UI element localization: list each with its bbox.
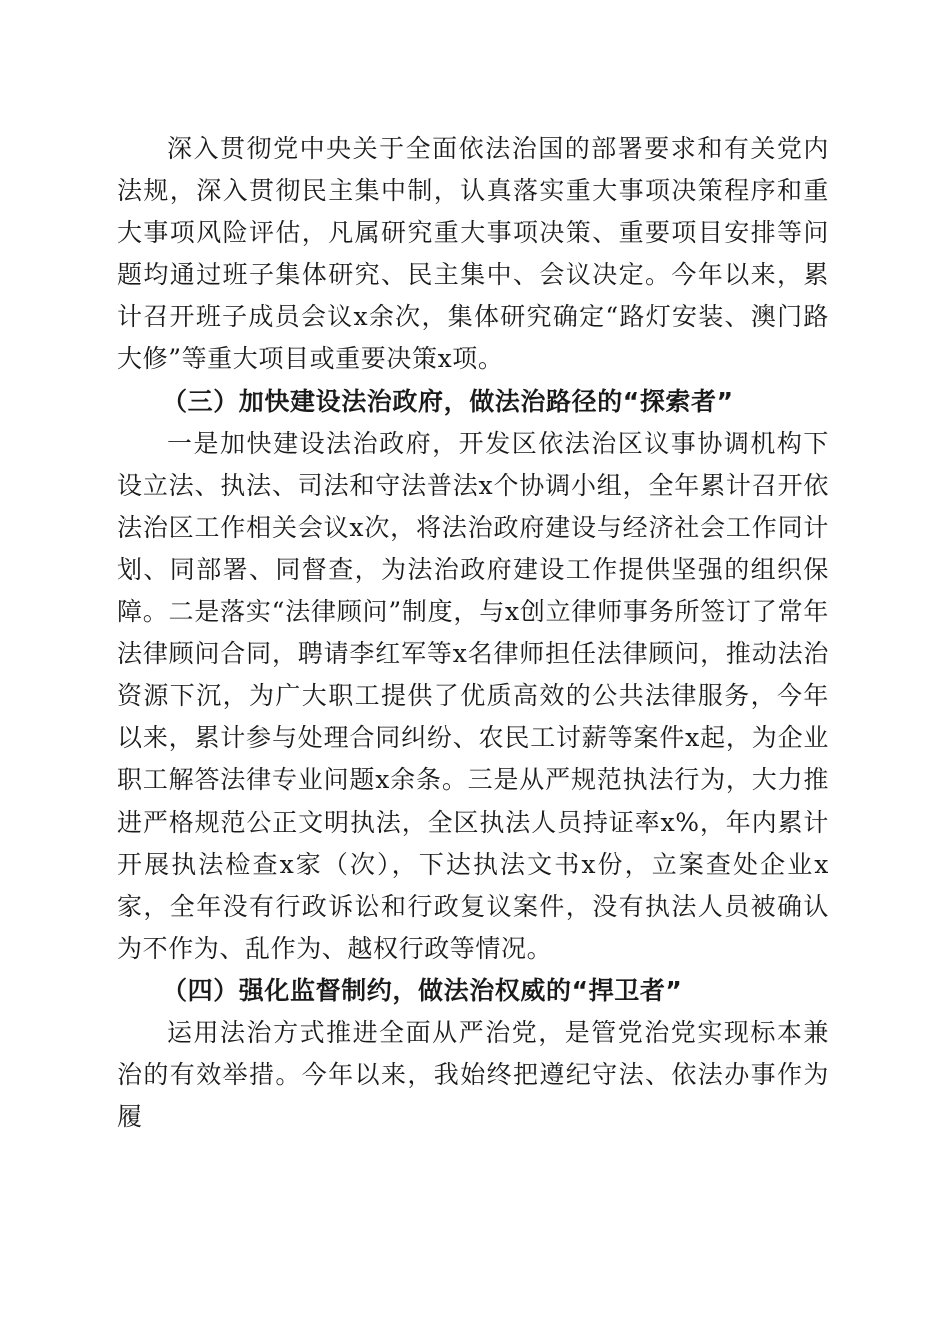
paragraph-rule-of-law-government: 一是加快建设法治政府，开发区依法治区议事协调机构下设立法、执法、司法和守法普法x个协调小组，全年累计召开依法治区工作相关会议x次，将法治政府建设与经济社会工作同计划、同部署、同督查，为法治政府建设工作提供坚强的组织保障。二是落实“法律顾问”制度，与x创立律师事务所签订了常年法律顾问合同，聘请李红军等x名律师担任法律顾问，推动法治资源下沉，为广大职工提供了优质高效的公共法律服务，今年以来，累计参与处理合同纠纷、农民工讨薪等案件x起，为企业职工解答法律专业问题x余条。三是从严规范执法行为，大力推进严格规范公正文明执法，全区执法人员持证率x%，年内累计开展执法检查x家（次），下达执法文书x份，立案查处企业x家，全年没有行政诉讼和行政复议案件，没有执法人员被确认为不作为、乱作为、越权行政等情况。 <box>117 428 829 963</box>
section-heading-supervision: （四）强化监督制约，做法治权威的“捍卫者” <box>162 975 683 1005</box>
paragraph-democratic-centralism: 深入贯彻党中央关于全面依法治国的部署要求和有关党内法规，深入贯彻民主集中制，认真落实重大事项决策程序和重大事项风险评估，凡属研究重大事项决策、重要项目安排等问题均通过班子集体研究、民主集中、会议决定。今年以来，累计召开班子成员会议x余次，集体研究确定“路灯安装、澳门路大修”等重大项目或重要决策x项。 <box>117 134 829 374</box>
document-page <box>117 128 829 1138</box>
section-heading-rule-of-law-government: （三）加快建设法治政府，做法治路径的“探索者” <box>162 386 734 416</box>
paragraph-party-governance: 运用法治方式推进全面从严治党，是管党治党实现标本兼治的有效举措。今年以来，我始终把遵纪守法、依法办事作为履 <box>117 1017 829 1132</box>
